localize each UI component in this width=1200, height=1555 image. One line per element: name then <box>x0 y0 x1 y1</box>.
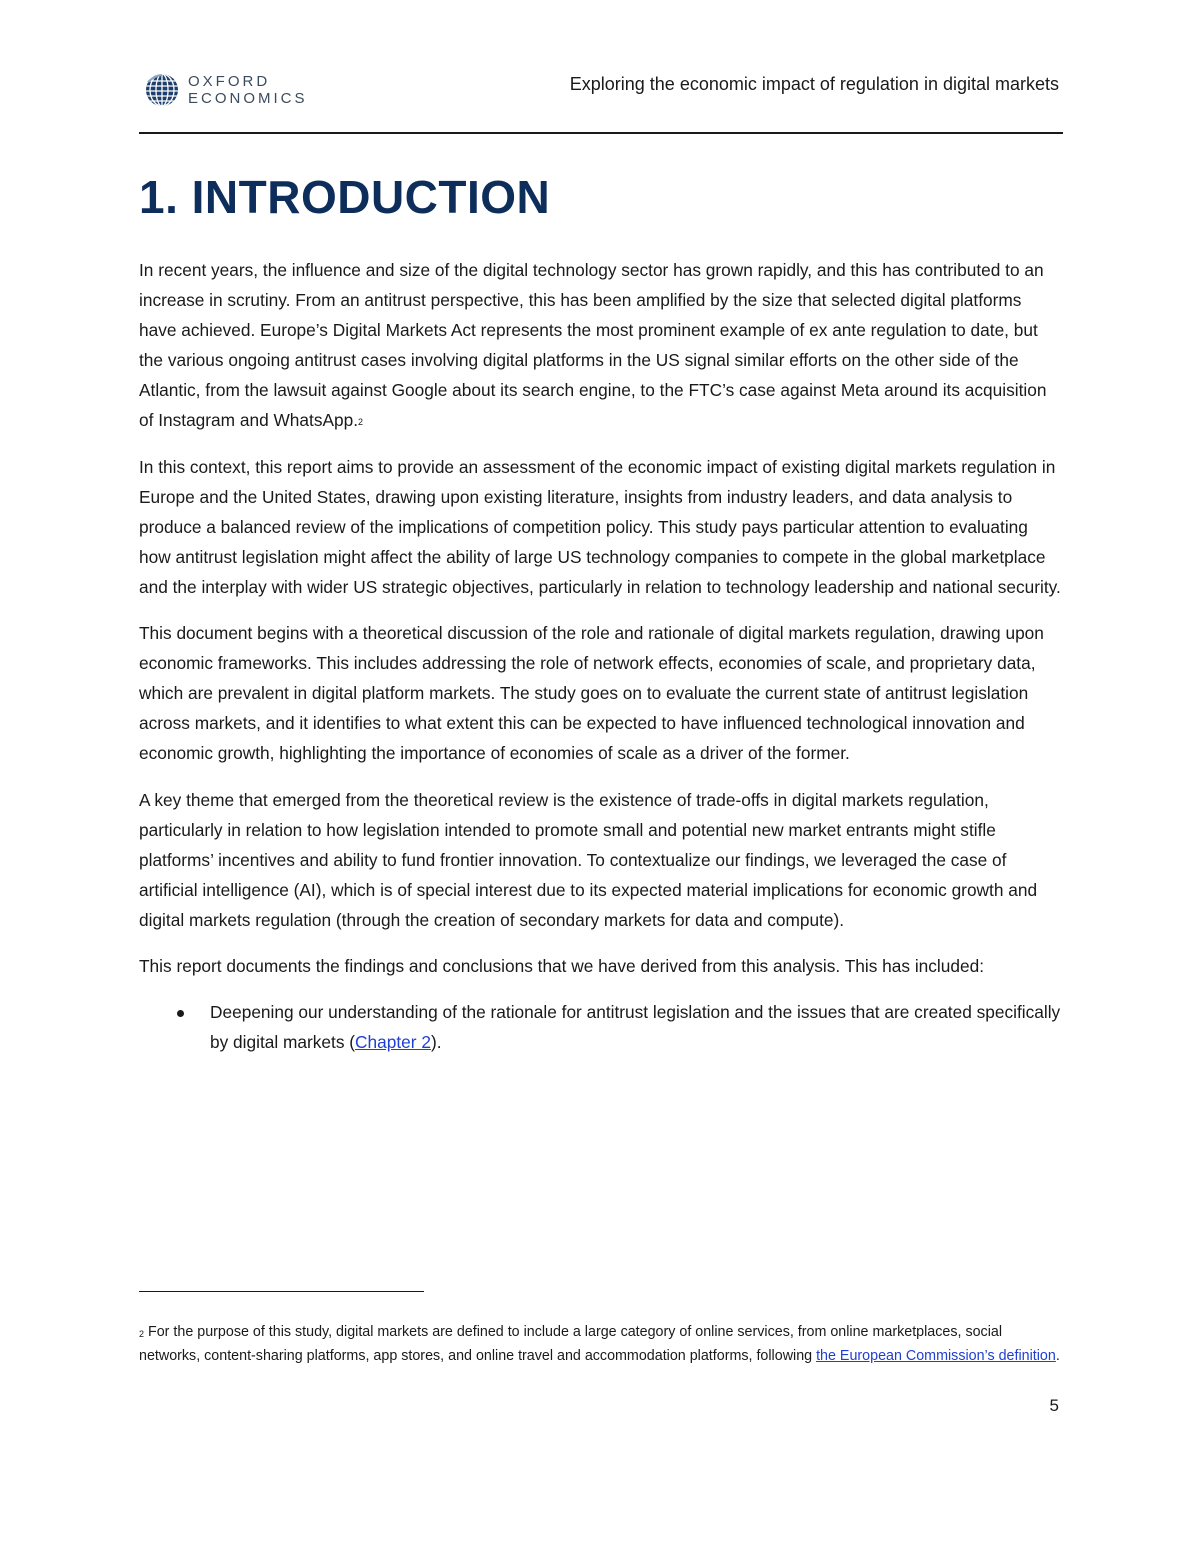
paragraph-1-text: In recent years, the influence and size of the digital technology sector has grown rapidly, and this has contributed to an increase in scrutiny. From an antitrust perspective, this has been amplified by the size that selected digital platforms have achieved. Europe’s Digital Markets Act represents the most prominent example of ex ante regulation to date, but the various ongoing antitrust cases involving digital platforms in the US signal similar efforts on the other side of the Atlantic, from the lawsuit against Google about its search engine, to the FTC’s case against Meta around its acquisition of Instagram and WhatsApp. <box>139 260 1047 431</box>
logo-wordmark <box>188 73 308 107</box>
footnote <box>139 1320 1063 1368</box>
footnote-text-after: . <box>1055 1348 1060 1364</box>
european-commission-definition-link[interactable]: the European Commission’s definition <box>816 1348 1056 1364</box>
oxford-economics-logo <box>142 70 308 110</box>
footnote-text: For the purpose of this study, digital markets are defined to include a large category of online services, from online marketplaces, social networks, content-sharing platforms, app stores, and online travel and accommodation platforms, following <box>139 1324 1002 1364</box>
logo-line-oxford: OXFORD <box>188 73 271 90</box>
globe-icon <box>142 70 182 110</box>
bullet-item <box>139 997 1063 1057</box>
paragraph-5: This report documents the findings and conclusions that we have derived from this analysis. This has included: <box>139 955 984 976</box>
paragraph-4: A key theme that emerged from the theoretical review is the existence of trade-offs in digital markets regulation, particularly in relation to how legislation intended to promote small and potential new market entrants might stifle platforms’ incentives and ability to fund frontier innovation. To contextualize our findings, we leveraged the case of artificial intelligence (AI), which is of special interest due to its expected material implications for economic growth and digital markets regulation (through the creation of secondary markets for data and compute). <box>139 789 1038 930</box>
footnote-separator <box>139 1291 424 1292</box>
bullet-text-after: ). <box>430 1032 442 1053</box>
logo-line-economics: ECONOMICS <box>188 90 308 107</box>
bullet-dot-icon <box>177 1010 184 1017</box>
running-title: Exploring the economic impact of regulation in digital markets <box>569 74 1059 94</box>
paragraph-3: This document begins with a theoretical discussion of the role and rationale of digital markets regulation, drawing upon economic frameworks. This includes addressing the role of network effects, economies of scale, and proprietary data, which are prevalent in digital platform markets. The study goes on to evaluate the current state of antitrust legislation across markets, and it identifies to what extent this can be expected to have influenced technological innovation and economic growth, highlighting the importance of economies of scale as a driver of the former. <box>139 623 1044 764</box>
page-title: 1. INTRODUCTION <box>139 171 551 223</box>
footnote-ref[interactable]: 2 <box>358 417 364 428</box>
page-header <box>139 66 1063 134</box>
page-number: 5 <box>1049 1396 1059 1415</box>
chapter-2-link[interactable]: Chapter 2 <box>355 1032 431 1053</box>
paragraph-1 <box>139 255 1063 436</box>
footnote-number: 2 <box>139 1329 145 1339</box>
paragraph-2: In this context, this report aims to provide an assessment of the economic impact of existing digital markets regulation in Europe and the United States, drawing upon existing literature, insights from industry leaders, and data analysis to produce a balanced review of the implications of competition policy. This study pays particular attention to evaluating how antitrust legislation might affect the ability of large US technology companies to compete in the global marketplace and the interplay with wider US strategic objectives, particularly in relation to technology leadership and national security. <box>139 456 1061 597</box>
bullet-list <box>139 997 1063 1057</box>
body-text <box>139 255 1063 1057</box>
bullet-text: Deepening our understanding of the rationale for antitrust legislation and the issues that are created specifically by digital markets ( <box>210 1002 1061 1053</box>
